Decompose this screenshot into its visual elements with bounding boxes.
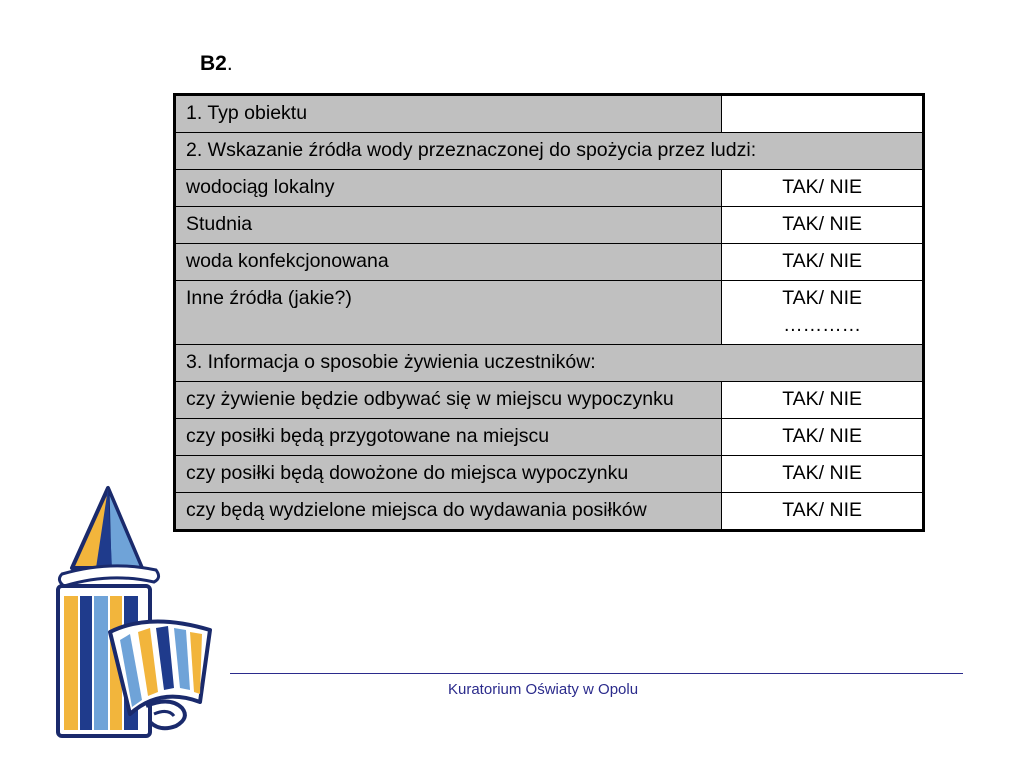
water-other-cell: [722, 281, 924, 345]
object-type-label: 1. Typ obiektu: [175, 95, 722, 133]
water-well-choice[interactable]: TAK/ NIE: [722, 207, 924, 244]
footer-organization: Kuratorium Oświaty w Opolu: [448, 681, 639, 698]
table-row: [175, 419, 924, 456]
food-serving-label: czy będą wydzielone miejsca do wydawania posiłków: [175, 493, 722, 531]
table-row: [175, 382, 924, 419]
table-row: [175, 493, 924, 531]
kuratorium-logo-icon: [50, 482, 220, 744]
food-onsite-label: czy żywienie będzie odbywać się w miejscu wypoczynku: [175, 382, 722, 419]
food-prepared-label: czy posiłki będą przygotowane na miejscu: [175, 419, 722, 456]
page-heading: [200, 52, 233, 76]
food-serving-choice[interactable]: TAK/ NIE: [722, 493, 924, 531]
water-other-blank[interactable]: …………: [783, 314, 862, 336]
table-row: [175, 244, 924, 281]
table-row: [175, 170, 924, 207]
object-type-field[interactable]: [722, 95, 924, 133]
water-other-label: Inne źródła (jakie?): [175, 281, 722, 345]
footer-divider: [230, 673, 963, 674]
water-well-label: Studnia: [175, 207, 722, 244]
water-source-section-header: 2. Wskazanie źródła wody przeznaczonej do spożycia przez ludzi:: [175, 133, 924, 170]
information-form-table: [173, 93, 925, 532]
heading-suffix: .: [226, 52, 233, 75]
table-row: [175, 345, 924, 382]
food-delivered-label: czy posiłki będą dowożone do miejsca wypoczynku: [175, 456, 722, 493]
water-local-label: wodociąg lokalny: [175, 170, 722, 207]
food-section-header: 3. Informacja o sposobie żywienia uczestników:: [175, 345, 924, 382]
food-delivered-choice[interactable]: TAK/ NIE: [722, 456, 924, 493]
table-row: [175, 456, 924, 493]
table-row: [175, 133, 924, 170]
table-row: [175, 95, 924, 133]
food-prepared-choice[interactable]: TAK/ NIE: [722, 419, 924, 456]
water-bottled-choice[interactable]: TAK/ NIE: [722, 244, 924, 281]
table-row: [175, 281, 924, 345]
water-local-choice[interactable]: TAK/ NIE: [722, 170, 924, 207]
water-bottled-label: woda konfekcjonowana: [175, 244, 722, 281]
table-row: [175, 207, 924, 244]
heading-code: B2: [200, 52, 227, 75]
water-other-choice[interactable]: TAK/ NIE: [782, 287, 863, 309]
food-onsite-choice[interactable]: TAK/ NIE: [722, 382, 924, 419]
